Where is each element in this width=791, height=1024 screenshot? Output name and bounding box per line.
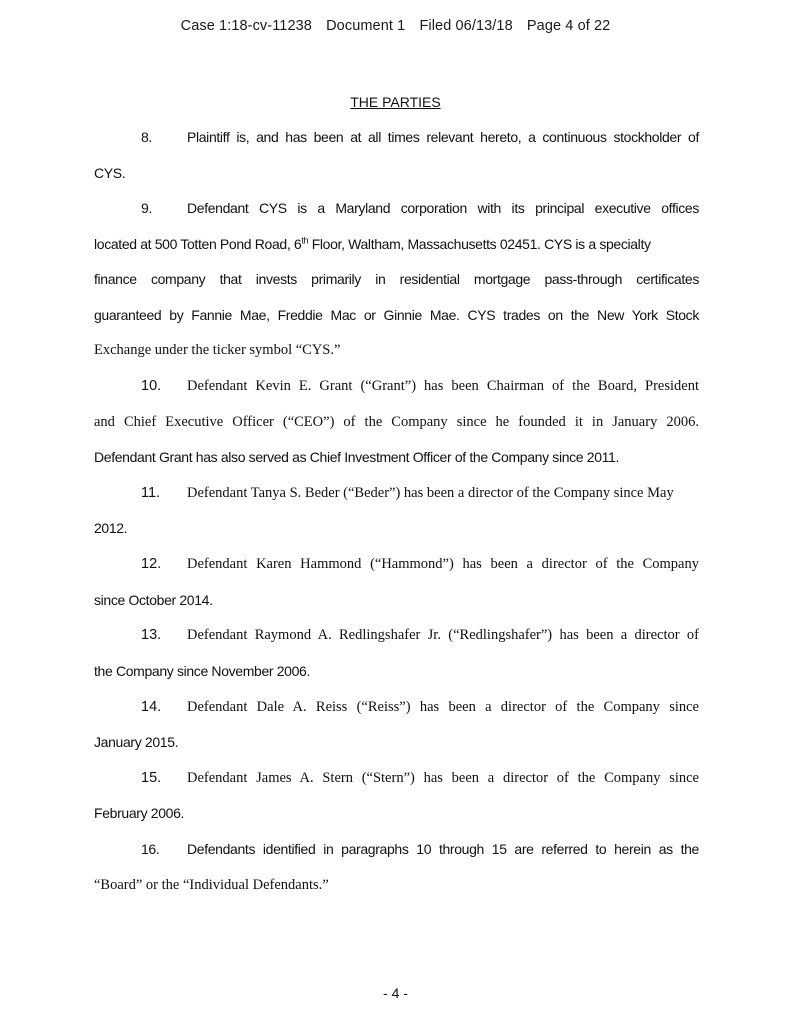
paragraph-13-cont: the Company since November 2006. <box>94 663 311 679</box>
paragraph-16-cont: “Board” or the “Individual Defendants.” <box>94 877 329 893</box>
paragraph-8-cont: CYS. <box>94 165 126 181</box>
paragraph-15-cont: February 2006. <box>94 805 185 821</box>
paragraph-16: 16. Defendants identified in paragraphs 10 through 15 are referred to herein as the <box>94 840 699 858</box>
paragraph-number: 9. <box>141 200 152 216</box>
paragraph-8: 8. Plaintiff is, and has been at all times relevant hereto, a continuous stockholder of <box>94 128 699 146</box>
paragraph-12-cont: since October 2014. <box>94 592 213 608</box>
page-indicator: Page 4 of 22 <box>526 18 611 34</box>
paragraph-number: 13. <box>141 627 162 643</box>
paragraph-11: 11. Defendant Tanya S. Beder (“Beder”) has been a director of the Company since May <box>94 484 699 502</box>
paragraph-9-line-3: finance company that invests primarily in residential mortgage pass-through certificates <box>94 271 699 287</box>
page-number: - 4 - <box>383 985 408 1001</box>
paragraph-number: 12. <box>141 556 162 572</box>
paragraph-12: 12. Defendant Karen Hammond (“Hammond”) has been a director of the Company <box>94 555 699 573</box>
document-number: Document 1 <box>326 18 406 34</box>
section-title: THE PARTIES <box>350 94 441 110</box>
paragraph-10-line-3: Defendant Grant has also served as Chief Investment Officer of the Company since 2011. <box>94 449 620 465</box>
paragraph-10-line-2: and Chief Executive Officer (“CEO”) of the Company since he founded it in January 2006. <box>94 414 699 430</box>
case-number: Case 1:18-cv-11238 <box>180 18 312 34</box>
paragraph-9: 9. Defendant CYS is a Maryland corporation with its principal executive offices <box>94 199 699 217</box>
paragraph-11-cont: 2012. <box>94 520 128 536</box>
paragraph-number: 8. <box>141 129 152 145</box>
filed-date: Filed 06/13/18 <box>419 18 513 34</box>
case-header <box>0 18 791 34</box>
paragraph-9-line-2: located at 500 Totten Pond Road, 6th Floor, Waltham, Massachusetts 02451. CYS is a specialty <box>94 235 651 252</box>
paragraph-13: 13. Defendant Raymond A. Redlingshafer Jr. (“Redlingshafer”) has been a director of <box>94 626 699 644</box>
paragraph-number: 15. <box>141 770 162 786</box>
paragraph-15: 15. Defendant James A. Stern (“Stern”) has been a director of the Company since <box>94 769 699 787</box>
paragraph-14: 14. Defendant Dale A. Reiss (“Reiss”) has been a director of the Company since <box>94 698 699 716</box>
paragraph-10: 10. Defendant Kevin E. Grant (“Grant”) has been Chairman of the Board, President <box>94 377 699 395</box>
paragraph-number: 10. <box>141 378 162 394</box>
paragraph-14-cont: January 2015. <box>94 734 179 750</box>
paragraph-number: 11. <box>141 485 161 501</box>
paragraph-number: 16. <box>141 841 160 857</box>
paragraph-9-line-4: guaranteed by Fannie Mae, Freddie Mac or Ginnie Mae. CYS trades on the New York Stock <box>94 307 699 323</box>
paragraph-9-line-5: Exchange under the ticker symbol “CYS.” <box>94 342 341 358</box>
paragraph-number: 14. <box>141 699 162 715</box>
